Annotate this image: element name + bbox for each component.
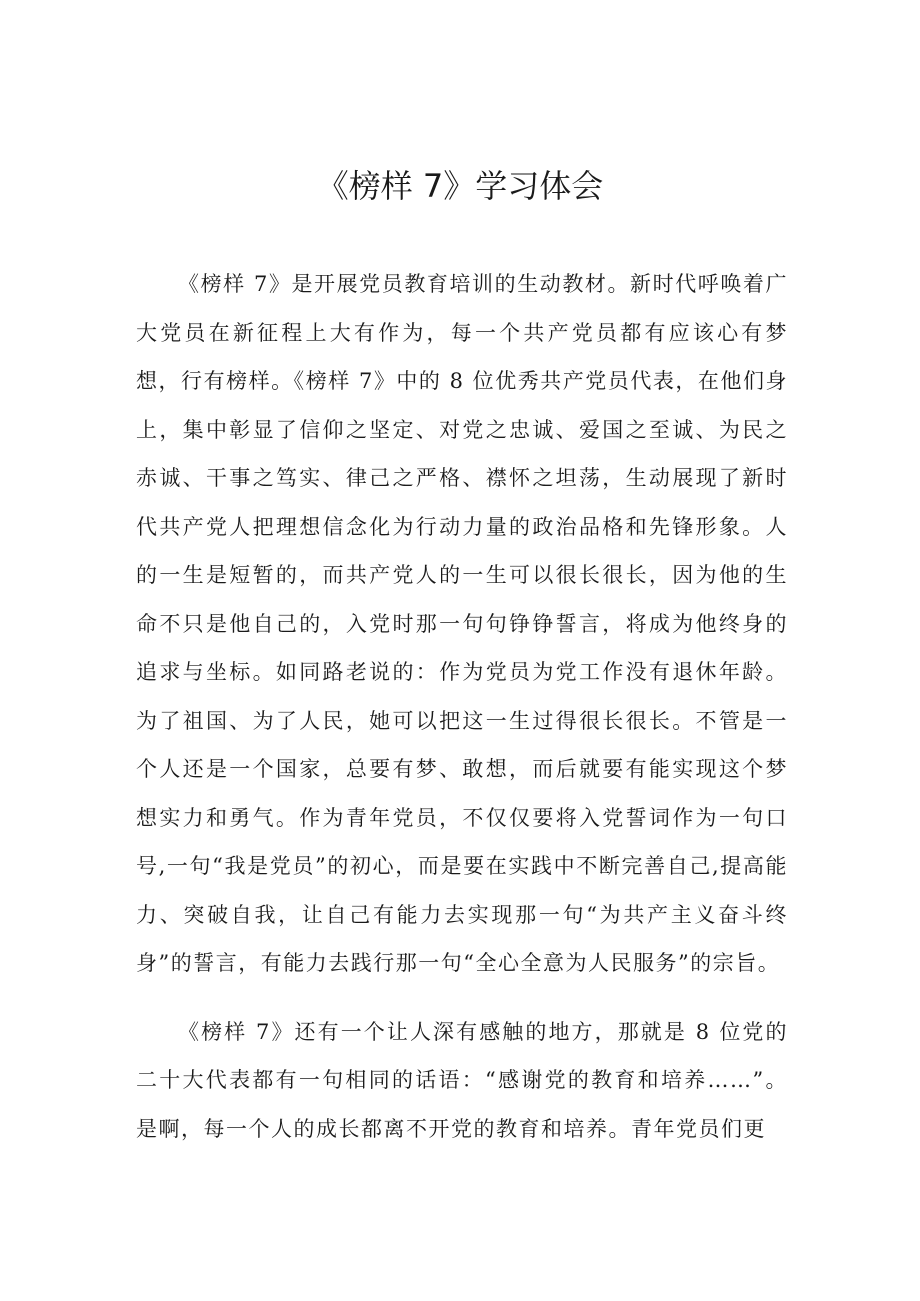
document-title: 《榜样 7》学习体会 bbox=[316, 167, 604, 205]
paragraph-1: 《榜样 7》是开展党员教育培训的生动教材。新时代呼唤着广大党员在新征程上大有作为，每一个共产党员都有应该心有梦想，行有榜样。《榜样 7》中的 8 位优秀共产党员代表，在他们身上，集中彰显了信仰之坚定、对党之忠诚、爱国之至诚、为民之赤诚、干事之笃实、律己之严格、襟怀之坦荡，生动展现了新时代共产党人把理想信念化为行动力量的政治品格和先锋形象。人的一生是短暂的，而共产党人的一生可以很长很长，因为他的生命不只是他自己的，入党时那一句句铮铮誓言，将成为他终身的追求与坐标。如同路老说的：作为党员为党工作没有退休年龄。为了祖国、为了人民，她可以把这一生过得很长很长。不管是一个人还是一个国家，总要有梦、敢想，而后就要有能实现这个梦想实力和勇气。作为青年党员，不仅仅要将入党誓词作为一句口号,一句“我是党员”的初心，而是要在实践中不断完善自己,提高能力、突破自我，让自己有能力去实现那一句“为共产主义奋斗终身”的誓言，有能力去践行那一句“全心全意为人民服务”的宗旨。 bbox=[136, 272, 788, 975]
paragraph-2: 《榜样 7》还有一个让人深有感触的地方，那就是 8 位党的二十大代表都有一句相同的话语：“感谢党的教育和培养……”。是啊，每一个人的成长都离不开党的教育和培养。青年党员们更 bbox=[136, 1019, 788, 1141]
document-body bbox=[136, 260, 788, 1173]
